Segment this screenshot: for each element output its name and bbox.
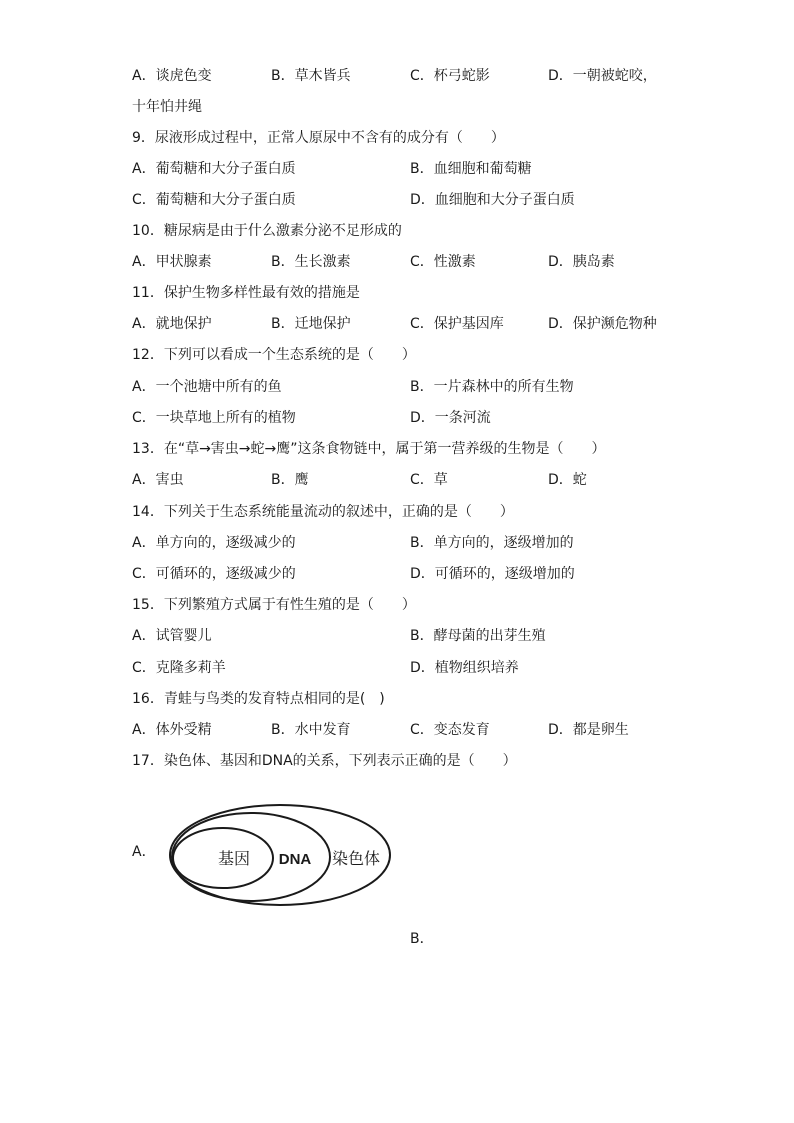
q8-option-a[interactable]: A．谈虎色变 bbox=[132, 68, 212, 84]
gene-label: 基因 bbox=[217, 849, 251, 868]
q16-option-b[interactable]: B．水中发育 bbox=[271, 722, 351, 738]
q13-option-a[interactable]: A．害虫 bbox=[132, 472, 184, 488]
q13-stem: 13．在“草→害虫→蛇→鹰”这条食物链中，属于第一营养级的生物是（ ） bbox=[132, 441, 606, 457]
q15-stem: 15．下列繁殖方式属于有性生殖的是（ ） bbox=[132, 597, 416, 613]
q8-option-b[interactable]: B．草木皆兵 bbox=[271, 68, 351, 84]
q9-option-d[interactable]: D．血细胞和大分子蛋白质 bbox=[410, 192, 575, 208]
q14-stem: 14．下列关于生态系统能量流动的叙述中，正确的是（ ） bbox=[132, 504, 514, 520]
q9-options-row1 bbox=[0, 159, 794, 179]
q10-option-c[interactable]: C．性激素 bbox=[410, 254, 476, 270]
q17-option-a-diagram[interactable] bbox=[168, 803, 394, 907]
q17-option-b-label[interactable]: B． bbox=[410, 931, 434, 947]
q17-option-a-label[interactable]: A． bbox=[132, 844, 156, 860]
q13-option-c[interactable]: C．草 bbox=[410, 472, 448, 488]
q9-option-c[interactable]: C．葡萄糖和大分子蛋白质 bbox=[132, 192, 296, 208]
q12-option-c[interactable]: C．一块草地上所有的植物 bbox=[132, 410, 296, 426]
q12-options-row2 bbox=[0, 408, 794, 428]
q11-option-a[interactable]: A．就地保护 bbox=[132, 316, 212, 332]
q12-option-a[interactable]: A．一个池塘中所有的鱼 bbox=[132, 379, 282, 395]
q15-option-d[interactable]: D．植物组织培养 bbox=[410, 660, 519, 676]
q10-options bbox=[0, 252, 794, 272]
q16-stem: 16．青蛙与鸟类的发育特点相同的是( ) bbox=[132, 691, 385, 707]
q10-option-b[interactable]: B．生长激素 bbox=[271, 254, 351, 270]
q16-option-d[interactable]: D．都是卵生 bbox=[548, 722, 629, 738]
q13-option-b[interactable]: B．鹰 bbox=[271, 472, 309, 488]
q15-option-b[interactable]: B．酵母菌的出芽生殖 bbox=[410, 628, 546, 644]
q15-option-a[interactable]: A．试管婴儿 bbox=[132, 628, 212, 644]
q14-option-a[interactable]: A．单方向的，逐级减少的 bbox=[132, 535, 296, 551]
q14-options-row2 bbox=[0, 564, 794, 584]
q11-options bbox=[0, 314, 794, 334]
dna-label: DNA bbox=[278, 851, 312, 868]
q11-option-d[interactable]: D．保护濒危物种 bbox=[548, 316, 657, 332]
q15-options-row2 bbox=[0, 658, 794, 678]
q12-option-d[interactable]: D．一条河流 bbox=[410, 410, 491, 426]
chromosome-label: 染色体 bbox=[331, 849, 381, 868]
q13-options bbox=[0, 470, 794, 490]
q13-option-d[interactable]: D．蛇 bbox=[548, 472, 587, 488]
q16-options bbox=[0, 720, 794, 740]
q8-option-c[interactable]: C．杯弓蛇影 bbox=[410, 68, 490, 84]
q14-option-d[interactable]: D．可循环的，逐级增加的 bbox=[410, 566, 575, 582]
q16-option-a[interactable]: A．体外受精 bbox=[132, 722, 212, 738]
q8-option-d[interactable]: D．一朝被蛇咬， bbox=[548, 68, 657, 84]
q10-stem: 10．糖尿病是由于什么激素分泌不足形成的 bbox=[132, 223, 402, 239]
q9-options-row2 bbox=[0, 190, 794, 210]
q11-option-c[interactable]: C．保护基因库 bbox=[410, 316, 504, 332]
q8-option-d-wrap: 十年怕井绳 bbox=[132, 99, 202, 115]
q14-option-c[interactable]: C．可循环的，逐级减少的 bbox=[132, 566, 296, 582]
q11-option-b[interactable]: B．迁地保护 bbox=[271, 316, 351, 332]
q10-option-a[interactable]: A．甲状腺素 bbox=[132, 254, 212, 270]
q14-options-row1 bbox=[0, 533, 794, 553]
q12-option-b[interactable]: B．一片森林中的所有生物 bbox=[410, 379, 574, 395]
q8-options bbox=[0, 66, 794, 86]
q15-option-c[interactable]: C．克隆多莉羊 bbox=[132, 660, 226, 676]
q17-stem: 17．染色体、基因和DNA的关系，下列表示正确的是（ ） bbox=[132, 753, 517, 769]
q16-option-c[interactable]: C．变态发育 bbox=[410, 722, 490, 738]
q12-options-row1 bbox=[0, 377, 794, 397]
q9-option-a[interactable]: A．葡萄糖和大分子蛋白质 bbox=[132, 161, 296, 177]
q9-stem: 9．尿液形成过程中，正常人原尿中不含有的成分有（ ） bbox=[132, 130, 505, 146]
q12-stem: 12．下列可以看成一个生态系统的是（ ） bbox=[132, 347, 416, 363]
q10-option-d[interactable]: D．胰岛素 bbox=[548, 254, 615, 270]
q14-option-b[interactable]: B．单方向的，逐级增加的 bbox=[410, 535, 574, 551]
q9-option-b[interactable]: B．血细胞和葡萄糖 bbox=[410, 161, 532, 177]
q15-options-row1 bbox=[0, 626, 794, 646]
q11-stem: 11．保护生物多样性最有效的措施是 bbox=[132, 285, 360, 301]
